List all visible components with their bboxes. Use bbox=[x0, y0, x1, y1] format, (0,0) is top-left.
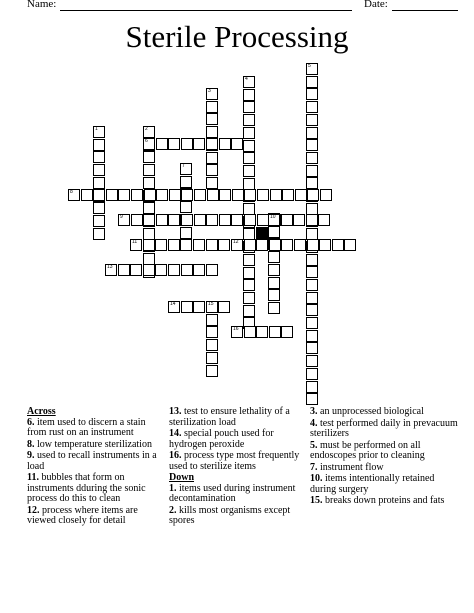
grid-cell[interactable] bbox=[105, 264, 117, 276]
grid-clue-number: 10 bbox=[270, 214, 276, 220]
grid-cell[interactable] bbox=[281, 239, 293, 251]
grid-cell[interactable] bbox=[155, 239, 167, 251]
grid-cell[interactable] bbox=[293, 214, 305, 226]
clue-text: an unprocessed biological bbox=[317, 406, 424, 417]
clue-number: 14. bbox=[169, 428, 182, 439]
clue-number: 1. bbox=[169, 482, 177, 494]
grid-cell[interactable] bbox=[143, 126, 155, 138]
grid-cell[interactable] bbox=[257, 189, 269, 201]
grid-cell[interactable] bbox=[156, 214, 168, 226]
grid-cell[interactable] bbox=[268, 214, 280, 226]
down-clue bbox=[310, 441, 460, 462]
grid-cell[interactable] bbox=[256, 239, 268, 251]
clue-text: low temperature sterilization bbox=[34, 438, 152, 450]
clue-number: 11. bbox=[27, 472, 39, 483]
clue-text: special pouch used for hydrogen peroxide bbox=[169, 428, 274, 450]
grid-cell[interactable] bbox=[268, 289, 280, 301]
grid-cell[interactable] bbox=[206, 352, 218, 364]
grid-cell[interactable] bbox=[218, 239, 230, 251]
grid-cell[interactable] bbox=[206, 264, 218, 276]
down-list-a bbox=[169, 484, 307, 527]
grid-cell[interactable] bbox=[168, 214, 180, 226]
grid-cell[interactable] bbox=[206, 113, 218, 125]
clue-text: process type most frequently used to sterilize items bbox=[169, 450, 300, 472]
grid-cell[interactable] bbox=[231, 138, 243, 150]
grid-cell[interactable] bbox=[169, 189, 181, 201]
grid-cell[interactable] bbox=[93, 215, 105, 227]
grid-cell[interactable] bbox=[306, 330, 318, 342]
across-clues-cont bbox=[169, 407, 307, 528]
grid-cell[interactable] bbox=[93, 177, 105, 189]
grid-cell[interactable] bbox=[306, 368, 318, 380]
down-list-b bbox=[310, 407, 460, 507]
clue-text: instrument flow bbox=[317, 461, 384, 473]
across-clue bbox=[169, 451, 307, 472]
grid-cell[interactable] bbox=[81, 189, 93, 201]
grid-cell[interactable] bbox=[144, 189, 156, 201]
grid-cell[interactable] bbox=[344, 239, 356, 251]
clue-number: 10. bbox=[310, 473, 323, 484]
grid-cell[interactable] bbox=[206, 101, 218, 113]
grid-cell[interactable] bbox=[232, 189, 244, 201]
clue-number: 6. bbox=[27, 416, 35, 428]
grid-cell[interactable] bbox=[130, 264, 142, 276]
down-clue bbox=[169, 506, 307, 527]
grid-cell[interactable] bbox=[118, 214, 130, 226]
down-clue bbox=[169, 484, 307, 505]
grid-cell[interactable] bbox=[156, 189, 168, 201]
grid-cell[interactable] bbox=[306, 266, 318, 278]
grid-cell[interactable] bbox=[168, 138, 180, 150]
grid-cell[interactable] bbox=[282, 189, 294, 201]
across-clue bbox=[27, 506, 163, 527]
grid-cell[interactable] bbox=[268, 226, 280, 238]
grid-cell[interactable] bbox=[244, 189, 256, 201]
grid-cell[interactable] bbox=[306, 165, 318, 177]
grid-cell[interactable] bbox=[320, 189, 332, 201]
grid-clue-number: 4 bbox=[245, 76, 248, 82]
grid-cell[interactable] bbox=[306, 292, 318, 304]
down-clue bbox=[310, 463, 460, 474]
page-title: Sterile Processing bbox=[125, 19, 349, 54]
grid-cell[interactable] bbox=[295, 189, 307, 201]
across-clues bbox=[27, 407, 163, 528]
grid-cell[interactable] bbox=[131, 214, 143, 226]
grid-cell[interactable] bbox=[231, 214, 243, 226]
grid-cell[interactable] bbox=[243, 76, 255, 88]
grid-cell[interactable] bbox=[93, 151, 105, 163]
grid-cell[interactable] bbox=[93, 164, 105, 176]
grid-cell[interactable] bbox=[118, 264, 130, 276]
grid-cell[interactable] bbox=[294, 239, 306, 251]
grid-cell[interactable] bbox=[268, 302, 280, 314]
grid-cell[interactable] bbox=[181, 214, 193, 226]
grid-cell[interactable] bbox=[206, 152, 218, 164]
grid-cell[interactable] bbox=[130, 239, 142, 251]
grid-cell[interactable] bbox=[231, 326, 243, 338]
grid-cell[interactable] bbox=[306, 214, 318, 226]
clue-text: breaks down proteins and fats bbox=[322, 495, 445, 506]
grid-clue-number: 13 bbox=[107, 264, 113, 270]
grid-cell[interactable] bbox=[181, 138, 193, 150]
grid-cell bbox=[256, 227, 268, 239]
grid-clue-number: 7 bbox=[182, 163, 185, 169]
grid-clue-number: 6 bbox=[145, 138, 148, 144]
grid-clue-number: 2 bbox=[145, 126, 148, 132]
grid-cell[interactable] bbox=[231, 239, 243, 251]
grid-cell[interactable] bbox=[306, 381, 318, 393]
clue-number: 3. bbox=[310, 406, 318, 417]
clue-number: 7. bbox=[310, 461, 318, 473]
grid-cell[interactable] bbox=[143, 177, 155, 189]
grid-cell[interactable] bbox=[332, 239, 344, 251]
grid-cell[interactable] bbox=[180, 239, 192, 251]
grid-cell[interactable] bbox=[243, 165, 255, 177]
date-label: Date: bbox=[364, 0, 388, 10]
grid-cell[interactable] bbox=[269, 239, 281, 251]
grid-cell[interactable] bbox=[118, 189, 130, 201]
grid-cell[interactable] bbox=[193, 239, 205, 251]
grid-clue-number: 12 bbox=[233, 239, 239, 245]
down-clue bbox=[310, 419, 460, 440]
grid-cell[interactable] bbox=[243, 127, 255, 139]
grid-cell[interactable] bbox=[270, 189, 282, 201]
across-clue bbox=[27, 451, 163, 472]
grid-cell[interactable] bbox=[307, 189, 319, 201]
grid-cell[interactable] bbox=[181, 264, 193, 276]
grid-cell[interactable] bbox=[244, 214, 256, 226]
clue-number: 15. bbox=[310, 495, 323, 506]
down-clue bbox=[310, 407, 460, 418]
grid-cell[interactable] bbox=[106, 189, 118, 201]
grid-cell[interactable] bbox=[318, 214, 330, 226]
grid-cell[interactable] bbox=[143, 214, 155, 226]
grid-cell[interactable] bbox=[281, 326, 293, 338]
grid-clue-number: 15 bbox=[208, 301, 214, 307]
grid-cell[interactable] bbox=[180, 176, 192, 188]
grid-cell[interactable] bbox=[306, 114, 318, 126]
grid-cell[interactable] bbox=[243, 254, 255, 266]
grid-cell[interactable] bbox=[306, 152, 318, 164]
name-label: Name: bbox=[27, 0, 57, 10]
grid-cell[interactable] bbox=[206, 177, 218, 189]
across-list-b bbox=[169, 407, 307, 472]
grid-cell[interactable] bbox=[143, 164, 155, 176]
grid-cell[interactable] bbox=[244, 239, 256, 251]
grid-cell[interactable] bbox=[269, 326, 281, 338]
grid-cell[interactable] bbox=[268, 264, 280, 276]
grid-cell[interactable] bbox=[281, 214, 293, 226]
grid-cell[interactable] bbox=[206, 214, 218, 226]
grid-cell[interactable] bbox=[156, 138, 168, 150]
grid-cell[interactable] bbox=[268, 251, 280, 263]
grid-cell[interactable] bbox=[243, 101, 255, 113]
across-clue bbox=[27, 418, 163, 439]
down-clue bbox=[310, 496, 460, 507]
clue-text: kills most organisms except spores bbox=[169, 504, 291, 526]
clue-text: test performed daily in prevacuum sterilizers bbox=[310, 417, 458, 439]
grid-cell[interactable] bbox=[206, 365, 218, 377]
grid-clue-number: 8 bbox=[70, 189, 73, 195]
grid-cell[interactable] bbox=[306, 317, 318, 329]
grid-cell[interactable] bbox=[143, 239, 155, 251]
grid-cell[interactable] bbox=[306, 279, 318, 291]
grid-cell[interactable] bbox=[143, 264, 155, 276]
clue-number: 16. bbox=[169, 450, 182, 461]
grid-cell[interactable] bbox=[268, 277, 280, 289]
grid-clue-number: 1 bbox=[95, 126, 98, 132]
grid-cell[interactable] bbox=[206, 239, 218, 251]
clue-number: 9. bbox=[27, 450, 35, 461]
grid-cell[interactable] bbox=[243, 152, 255, 164]
grid-cell[interactable] bbox=[168, 264, 180, 276]
grid-cell[interactable] bbox=[219, 189, 231, 201]
clue-text: used to recall instruments in a load bbox=[27, 450, 157, 472]
grid-cell[interactable] bbox=[243, 267, 255, 279]
grid-cell[interactable] bbox=[143, 138, 155, 150]
grid-cell[interactable] bbox=[206, 301, 218, 313]
clue-text: must be performed on all endoscopes prior to cleaning bbox=[310, 439, 425, 461]
grid-cell[interactable] bbox=[306, 254, 318, 266]
grid-cell[interactable] bbox=[155, 264, 167, 276]
grid-cell[interactable] bbox=[244, 326, 256, 338]
clue-number: 4. bbox=[310, 417, 318, 429]
grid-cell[interactable] bbox=[243, 140, 255, 152]
grid-cell[interactable] bbox=[306, 127, 318, 139]
grid-cell[interactable] bbox=[93, 228, 105, 240]
clue-text: item used to discern a stain from rust on an instrument bbox=[27, 416, 146, 438]
grid-cell[interactable] bbox=[306, 88, 318, 100]
grid-cell[interactable] bbox=[243, 292, 255, 304]
grid-cell[interactable] bbox=[306, 393, 318, 405]
grid-cell[interactable] bbox=[180, 201, 192, 213]
grid-cell[interactable] bbox=[143, 202, 155, 214]
name-line[interactable] bbox=[60, 10, 352, 11]
clue-number: 5. bbox=[310, 439, 318, 451]
grid-clue-number: 9 bbox=[120, 214, 123, 220]
grid-cell[interactable] bbox=[256, 326, 268, 338]
down-heading: Down bbox=[169, 472, 195, 483]
grid-cell[interactable] bbox=[206, 88, 218, 100]
grid-cell[interactable] bbox=[219, 214, 231, 226]
grid-cell[interactable] bbox=[193, 264, 205, 276]
across-list-a bbox=[27, 418, 163, 527]
date-line[interactable] bbox=[392, 10, 458, 11]
grid-cell[interactable] bbox=[206, 339, 218, 351]
grid-cell[interactable] bbox=[206, 126, 218, 138]
grid-cell[interactable] bbox=[306, 101, 318, 113]
grid-clue-number: 16 bbox=[233, 326, 239, 332]
grid-cell[interactable] bbox=[243, 89, 255, 101]
clue-text: test to ensure lethality of a sterilization load bbox=[169, 406, 290, 428]
grid-cell[interactable] bbox=[93, 139, 105, 151]
grid-cell[interactable] bbox=[219, 138, 231, 150]
across-clue bbox=[169, 429, 307, 450]
grid-cell[interactable] bbox=[180, 163, 192, 175]
grid-cell[interactable] bbox=[193, 301, 205, 313]
grid-cell[interactable] bbox=[168, 239, 180, 251]
grid-cell[interactable] bbox=[206, 326, 218, 338]
clue-number: 8. bbox=[27, 438, 35, 450]
grid-cell[interactable] bbox=[306, 63, 318, 75]
grid-cell[interactable] bbox=[306, 342, 318, 354]
grid-cell[interactable] bbox=[306, 304, 318, 316]
grid-cell[interactable] bbox=[306, 177, 318, 189]
across-clue bbox=[27, 440, 163, 451]
across-clue bbox=[169, 407, 307, 428]
grid-cell[interactable] bbox=[306, 76, 318, 88]
grid-cell[interactable] bbox=[93, 202, 105, 214]
down-clues-cont bbox=[310, 407, 460, 508]
grid-cell[interactable] bbox=[194, 189, 206, 201]
grid-cell[interactable] bbox=[93, 126, 105, 138]
clue-text: process where items are viewed closely for detail bbox=[27, 504, 138, 526]
clue-number: 12. bbox=[27, 504, 40, 516]
grid-cell[interactable] bbox=[93, 189, 105, 201]
clue-text: items intentionally retained during surgery bbox=[310, 473, 435, 495]
clue-number: 2. bbox=[169, 504, 177, 516]
grid-cell[interactable] bbox=[319, 239, 331, 251]
down-clue bbox=[310, 474, 460, 495]
grid-cell[interactable] bbox=[206, 164, 218, 176]
grid-clue-number: 3 bbox=[208, 88, 211, 94]
grid-cell[interactable] bbox=[218, 301, 230, 313]
grid-cell[interactable] bbox=[193, 138, 205, 150]
grid-cell[interactable] bbox=[243, 114, 255, 126]
header bbox=[0, 0, 474, 14]
clue-text: items used during instrument decontamination bbox=[169, 482, 296, 504]
across-clue bbox=[27, 473, 163, 505]
grid-cell[interactable] bbox=[181, 301, 193, 313]
grid-cell[interactable] bbox=[181, 189, 193, 201]
grid-cell[interactable] bbox=[194, 214, 206, 226]
grid-cell[interactable] bbox=[168, 301, 180, 313]
grid-clue-number: 11 bbox=[132, 239, 138, 245]
grid-cell[interactable] bbox=[68, 189, 80, 201]
grid-cell[interactable] bbox=[243, 305, 255, 317]
grid-cell[interactable] bbox=[143, 151, 155, 163]
grid-clue-number: 5 bbox=[308, 63, 311, 69]
grid-cell[interactable] bbox=[207, 189, 219, 201]
clue-text: bubbles that form on instruments dduring the sonic process do this to clean bbox=[27, 472, 146, 504]
grid-cell[interactable] bbox=[306, 139, 318, 151]
grid-cell[interactable] bbox=[243, 279, 255, 291]
grid-cell[interactable] bbox=[206, 314, 218, 326]
grid-cell[interactable] bbox=[206, 138, 218, 150]
grid-cell[interactable] bbox=[307, 239, 319, 251]
across-heading: Across bbox=[27, 406, 56, 417]
grid-cell[interactable] bbox=[306, 355, 318, 367]
grid-cell[interactable] bbox=[131, 189, 143, 201]
grid-cell[interactable] bbox=[180, 227, 192, 239]
grid-clue-number: 14 bbox=[170, 301, 176, 307]
clue-number: 13. bbox=[169, 406, 182, 417]
